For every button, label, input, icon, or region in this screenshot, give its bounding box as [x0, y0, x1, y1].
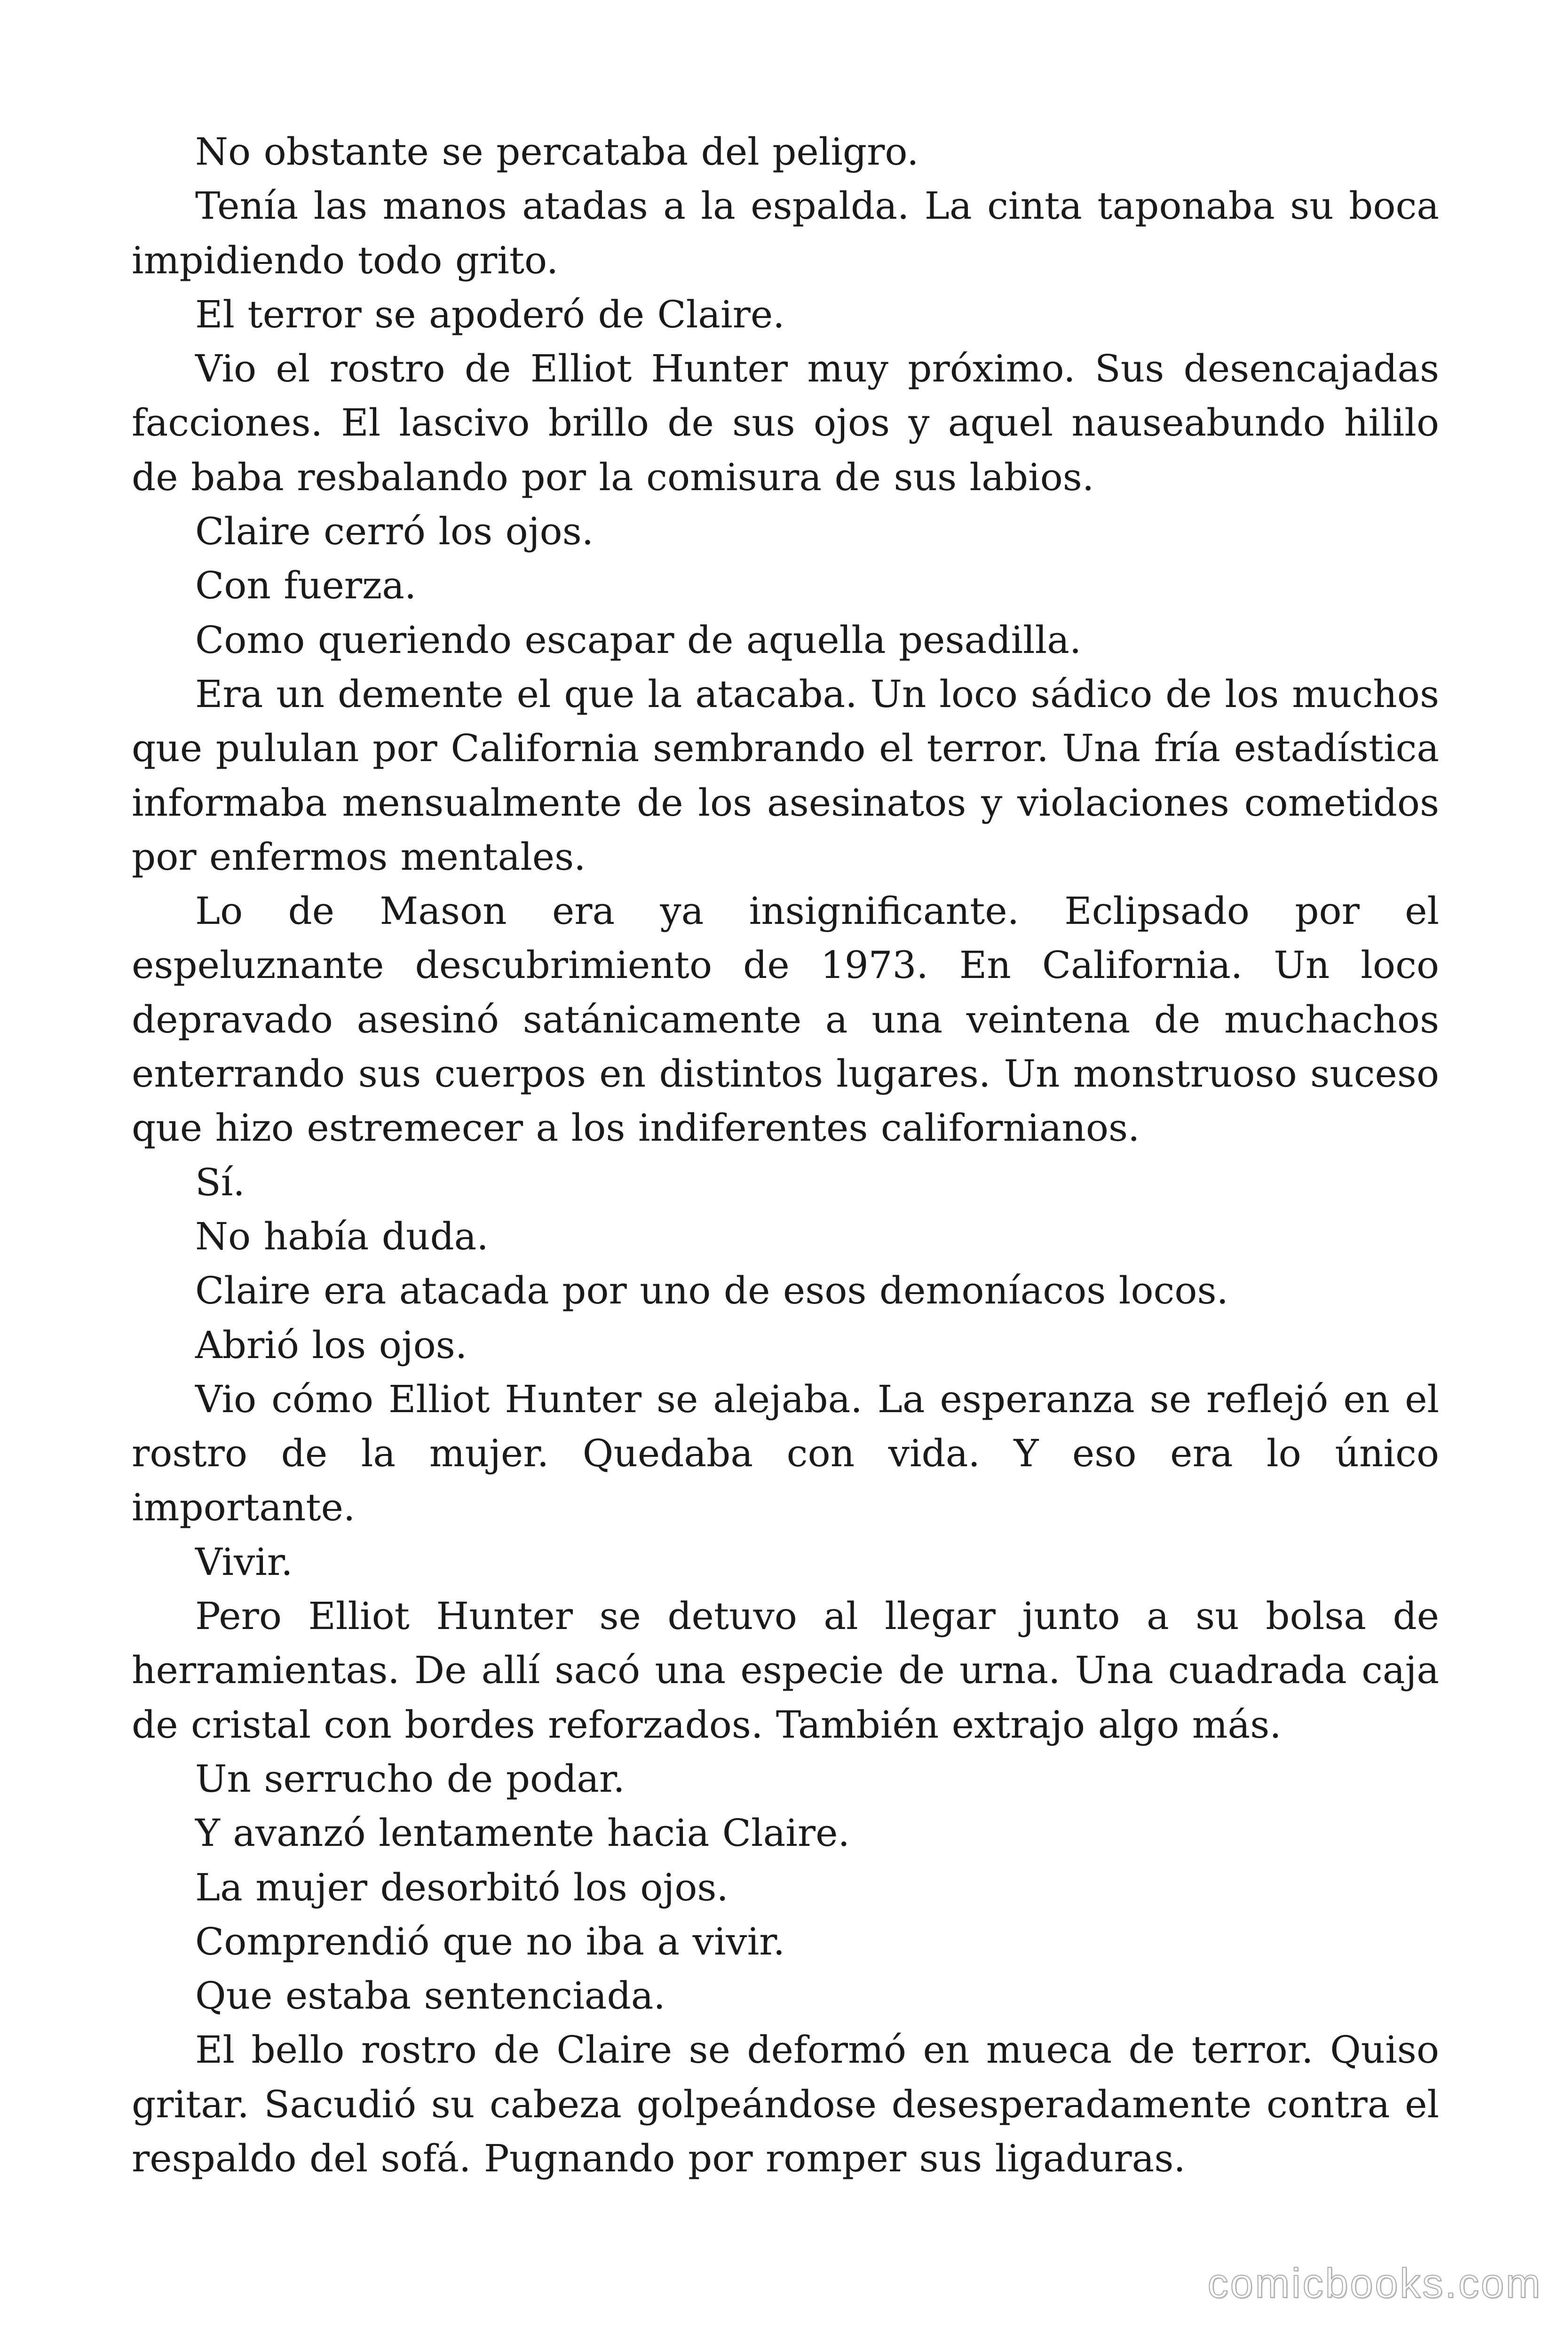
paragraph: Que estaba sentenciada.	[195, 1974, 665, 2018]
watermark: comicbooks.com	[1207, 2260, 1542, 2306]
paragraph: No había duda.	[195, 1214, 489, 1258]
paragraph: Abrió los ojos.	[195, 1323, 467, 1367]
paragraph: Sí.	[195, 1160, 245, 1204]
paragraph: Tenía las manos atadas a la espalda. La cinta taponaba su boca impidiendo todo grito.	[132, 184, 1439, 282]
paragraph: Pero Elliot Hunter se detuvo al llegar junto a su bolsa de herramientas. De allí sacó una especie de urna. Una cuadrada caja de cristal con bordes reforzados. También extrajo algo más.	[132, 1594, 1439, 1747]
paragraph: Comprendió que no iba a vivir.	[195, 1919, 785, 1963]
paragraph: Vivir.	[195, 1540, 293, 1584]
body-text	[132, 125, 1439, 2185]
paragraph: Claire era atacada por uno de esos demoníacos locos.	[195, 1269, 1228, 1313]
paragraph: La mujer desorbitó los ojos.	[195, 1865, 729, 1909]
paragraph: Claire cerró los ojos.	[195, 509, 594, 554]
paragraph: Un serrucho de podar.	[195, 1756, 625, 1801]
paragraph: El terror se apoderó de Claire.	[195, 292, 785, 336]
paragraph: Como queriendo escapar de aquella pesadilla.	[195, 618, 1082, 662]
paragraph: Lo de Mason era ya insignificante. Eclipsado por el espeluznante descubrimiento de 1973. En California. Un loco depravado asesinó satánicamente a una veintena de muchachos enterrando sus cuerpos en distintos lugares. Un monstruoso suceso que hizo estremecer a los indiferentes californianos.	[132, 889, 1439, 1150]
paragraph: Vio cómo Elliot Hunter se alejaba. La esperanza se reflejó en el rostro de la mujer. Quedaba con vida. Y eso era lo único importante.	[132, 1377, 1439, 1530]
paragraph: No obstante se percataba del peligro.	[195, 130, 919, 174]
paragraph: Vio el rostro de Elliot Hunter muy próximo. Sus desencajadas facciones. El lascivo brillo de sus ojos y aquel nauseabundo hililo de baba resbalando por la comisura de sus labios.	[132, 347, 1439, 499]
paragraph: Y avanzó lentamente hacia Claire.	[195, 1811, 850, 1855]
paragraph: Con fuerza.	[195, 564, 417, 608]
paragraph: El bello rostro de Claire se deformó en mueca de terror. Quiso gritar. Sacudió su cabeza golpeándose desesperadamente contra el respaldo del sofá. Pugnando por romper sus ligaduras.	[132, 2028, 1439, 2180]
paragraph: Era un demente el que la atacaba. Un loco sádico de los muchos que pululan por California sembrando el terror. Una fría estadística informaba mensualmente de los asesinatos y violaciones cometidos por enfermos mentales.	[132, 672, 1439, 879]
